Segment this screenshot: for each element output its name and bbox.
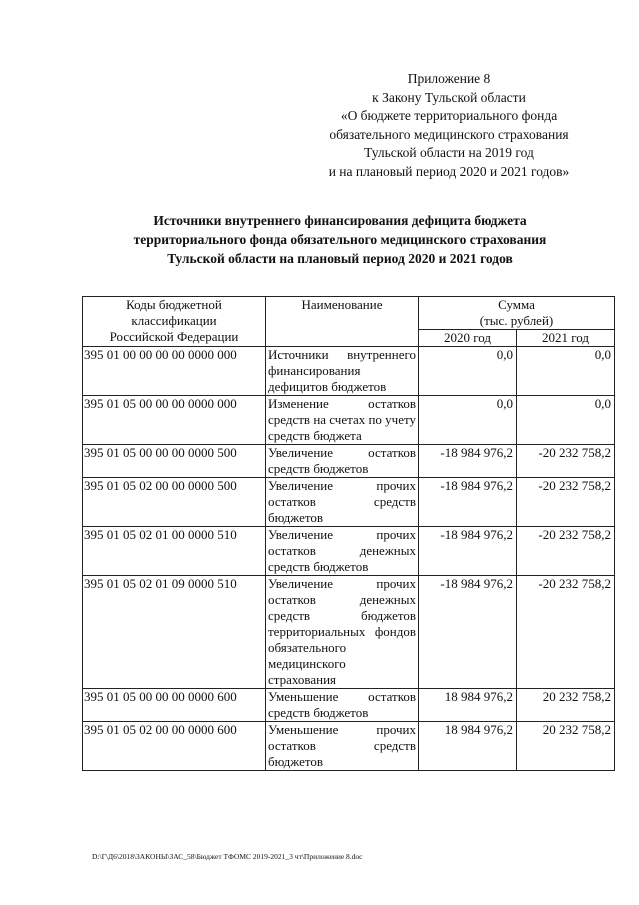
value-2021-cell: -20 232 758,2 — [517, 445, 615, 478]
table-row — [83, 689, 615, 722]
table-row — [83, 347, 615, 396]
table-row — [83, 527, 615, 576]
row-name-cell: Уменьшение прочих остатков средств бюджетов — [266, 722, 419, 771]
value-2021-cell: 0,0 — [517, 347, 615, 396]
codes-header-line: Российской Федерации — [109, 329, 239, 344]
table-row — [83, 576, 615, 689]
year-2021-header: 2021 год — [517, 330, 615, 347]
value-2021-cell: -20 232 758,2 — [517, 478, 615, 527]
appendix-line: Тульской области на 2019 год — [364, 145, 534, 160]
year-2020-header: 2020 год — [419, 330, 517, 347]
table-row — [83, 478, 615, 527]
file-path-footer: D:\Г\Д6\2018\ЗАКОНЫ\ЗАС_58\Бюджет ТФОМС 2019-2021_3 чт\Приложение 8.doc — [92, 852, 363, 861]
row-name-cell: Увеличение остатков средств бюджетов — [266, 445, 419, 478]
codes-header — [83, 297, 266, 347]
row-name-cell: Увеличение прочих остатков средств бюджетов — [266, 478, 419, 527]
table-row — [83, 722, 615, 771]
table-header-row — [83, 297, 615, 330]
value-2021-cell: 20 232 758,2 — [517, 722, 615, 771]
budget-code-cell: 395 01 05 02 00 00 0000 600 — [83, 722, 266, 771]
budget-code-cell: 395 01 05 00 00 00 0000 600 — [83, 689, 266, 722]
appendix-line: «О бюджете территориального фонда — [340, 108, 558, 123]
value-2020-cell: 18 984 976,2 — [419, 689, 517, 722]
value-2020-cell: -18 984 976,2 — [419, 478, 517, 527]
value-2020-cell: -18 984 976,2 — [419, 445, 517, 478]
title-line: Источники внутреннего финансирования дефицита бюджета — [153, 213, 527, 228]
title-line: территориального фонда обязательного медицинского страхования — [133, 232, 547, 247]
value-2020-cell: -18 984 976,2 — [419, 527, 517, 576]
value-2021-cell: 20 232 758,2 — [517, 689, 615, 722]
value-2020-cell: 0,0 — [419, 347, 517, 396]
budget-sources-table — [82, 296, 615, 771]
budget-code-cell: 395 01 00 00 00 00 0000 000 — [83, 347, 266, 396]
budget-code-cell: 395 01 05 00 00 00 0000 000 — [83, 396, 266, 445]
table-row — [83, 445, 615, 478]
budget-code-cell: 395 01 05 02 01 09 0000 510 — [83, 576, 266, 689]
codes-header-line: Коды бюджетной — [126, 297, 222, 312]
value-2020-cell: 18 984 976,2 — [419, 722, 517, 771]
row-name-cell: Увеличение прочих остатков денежных средств бюджетов — [266, 527, 419, 576]
table-body — [83, 347, 615, 771]
appendix-line: обязательного медицинского страхования — [329, 126, 569, 142]
row-name-cell: Уменьшение остатков средств бюджетов — [266, 689, 419, 722]
appendix-line: и на плановый период 2020 и 2021 годов» — [328, 163, 570, 179]
budget-code-cell: 395 01 05 02 01 00 0000 510 — [83, 527, 266, 576]
value-2020-cell: -18 984 976,2 — [419, 576, 517, 689]
document-title — [60, 211, 620, 268]
appendix-line: к Закону Тульской области — [372, 89, 526, 105]
sum-header — [419, 297, 615, 330]
row-name-cell: Источники внутреннего финансирования дефицитов бюджетов — [266, 347, 419, 396]
value-2020-cell: 0,0 — [419, 396, 517, 445]
budget-code-cell: 395 01 05 00 00 00 0000 500 — [83, 445, 266, 478]
budget-code-cell: 395 01 05 02 00 00 0000 500 — [83, 478, 266, 527]
row-name-cell: Увеличение прочих остатков денежных средств бюджетов территориальных фондов обязательного медицинского страхования — [266, 576, 419, 689]
row-name-cell: Изменение остатков средств на счетах по учету средств бюджета — [266, 396, 419, 445]
appendix-header — [299, 70, 599, 181]
title-line: Тульской области на плановый период 2020 и 2021 годов — [167, 251, 513, 266]
table-row — [83, 396, 615, 445]
sum-header-line: (тыс. рублей) — [479, 313, 554, 328]
sum-header-line: Сумма — [498, 297, 535, 312]
value-2021-cell: 0,0 — [517, 396, 615, 445]
value-2021-cell: -20 232 758,2 — [517, 527, 615, 576]
value-2021-cell: -20 232 758,2 — [517, 576, 615, 689]
name-header: Наименование — [266, 297, 419, 347]
codes-header-line: классификации — [131, 313, 217, 328]
appendix-line: Приложение 8 — [407, 71, 491, 86]
